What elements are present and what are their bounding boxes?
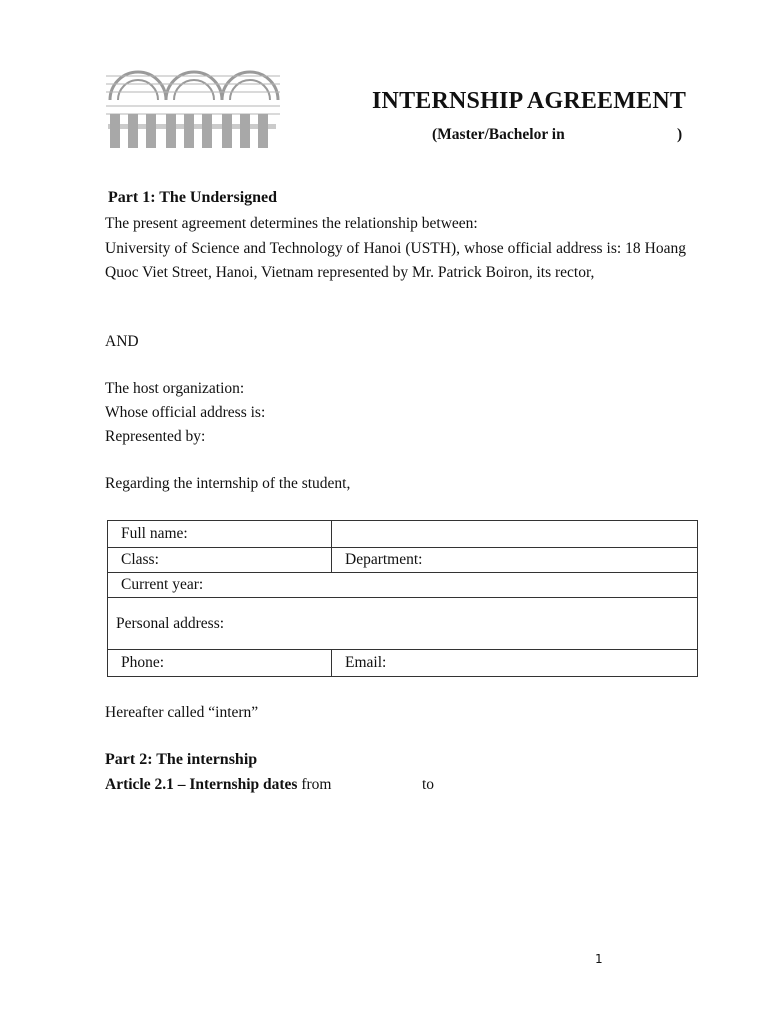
and-text: AND xyxy=(105,333,139,350)
document-subtitle: (Master/Bachelor in xyxy=(432,126,565,143)
document-title: INTERNSHIP AGREEMENT xyxy=(372,88,687,114)
from-label: from xyxy=(301,776,332,793)
article-2-1 xyxy=(105,773,331,797)
student-info-table xyxy=(107,520,698,677)
table-row xyxy=(108,573,698,598)
hereafter-text: Hereafter called “intern” xyxy=(105,704,259,721)
current-year-label: Current year: xyxy=(108,573,698,598)
email-label: Email: xyxy=(332,650,698,677)
represented-by-label: Represented by: xyxy=(105,428,206,445)
part1-heading: Part 1: The Undersigned xyxy=(108,189,278,206)
personal-address-label: Personal address: xyxy=(108,598,698,650)
document-subtitle-close: ) xyxy=(677,126,683,143)
official-address-label: Whose official address is: xyxy=(105,404,266,421)
table-row xyxy=(108,521,698,548)
table-row xyxy=(108,650,698,677)
full-name-label: Full name: xyxy=(108,521,332,548)
part2-heading: Part 2: The internship xyxy=(105,751,258,768)
phone-label: Phone: xyxy=(108,650,332,677)
full-name-value xyxy=(332,521,698,548)
regarding-text: Regarding the internship of the student, xyxy=(105,475,351,492)
host-organization-label: The host organization: xyxy=(105,380,245,397)
table-row xyxy=(108,598,698,650)
table-row xyxy=(108,548,698,573)
department-label: Department: xyxy=(332,548,698,573)
class-label: Class: xyxy=(108,548,332,573)
article-2-1-label: Article 2.1 – Internship dates xyxy=(105,776,298,793)
university-paragraph: University of Science and Technology of Hanoi (USTH), whose official address is: 18 Hoang Quoc Viet Street, Hanoi, Vietnam represented by Mr. Patrick Boiron, its rector, xyxy=(105,240,686,281)
university-logo xyxy=(104,54,282,152)
page-number: 1 xyxy=(595,952,603,966)
to-label: to xyxy=(422,776,435,793)
part1-intro: The present agreement determines the relationship between: xyxy=(105,215,478,232)
